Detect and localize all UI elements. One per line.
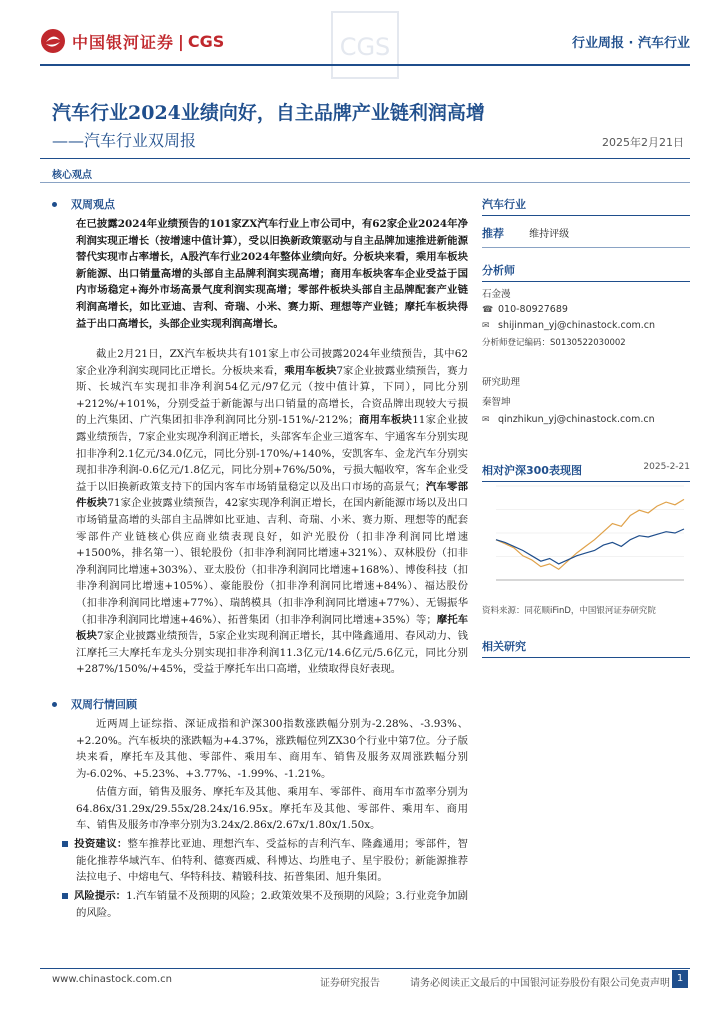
- risk-label: 风险提示：: [74, 890, 127, 902]
- rating-row: [482, 222, 690, 248]
- section-title: 双周行情回顾: [71, 698, 137, 711]
- detail-text: 7家企业披露业绩预告，5家企业实现利润正增长，其中隆鑫通用、春风动力、钱江摩托三大摩托车龙头分别实现扣非净利润11.3亿元/14.6亿元/5.6亿元，同比分别+287%/150%/+45%，受益于摩托车出口高增，业绩取得良好表现。: [76, 630, 469, 676]
- invest-paragraph: [60, 836, 468, 886]
- market-paragraph: 近两周上证综指、深证成指和沪深300指数涨跌幅分别为-2.28%、-3.93%、+2.20%。汽车板块的涨跌幅为+4.37%，涨跌幅位列ZX30个行业中第7位。分子版块来看，摩托车及其他、零部件、乘用车、商用车、销售及服务双周涨跌幅分别为-6.02%、+5.23%、+3.77%、-1.99%、-1.21%。: [76, 718, 468, 780]
- company-logo-icon: [40, 28, 66, 54]
- core-rule: [40, 182, 690, 183]
- footer-rule: [40, 968, 690, 969]
- svg-text:CGS: CGS: [339, 33, 391, 61]
- email-icon: ✉: [482, 321, 490, 331]
- analyst-phone-row: [482, 304, 690, 315]
- analyst-phone: 010-80927689: [498, 304, 568, 315]
- related-box: [482, 638, 690, 658]
- valuation-paragraph: 估值方面，销售及服务、摩托车及其他、乘用车、零部件、商用车市盈率分别为64.86x/31.29x/29.55x/28.24x/16.95x。摩托车及其他、零部件、乘用车、商用车、销售及服务市净率分别为3.24x/2.86x/2.67x/1.80x/1.50x。: [76, 786, 468, 832]
- page-number: 1: [672, 970, 688, 988]
- detail-bold: 乘用车板块: [284, 364, 337, 377]
- detail-bold: 汽车零部件板块: [76, 480, 469, 510]
- detail-paragraph: [76, 346, 468, 678]
- page-subtitle: ——汽车行业双周报: [52, 131, 197, 150]
- related-head: 相关研究: [482, 638, 690, 658]
- email-icon: ✉: [482, 415, 490, 425]
- summary-paragraph: 在已披露2024年业绩预告的101家ZX汽车行业上市公司中，有62家企业2024年净利润实现正增长（按增速中值计算），受以旧换新政策驱动与自主品牌加速推进新能源替代实现市占率增长，A股汽车行业2024年整体业绩向好。分板块来看，乘用车板块新能源、出口销量高增的头部自主品牌利润实现高增；商用车板块客车企业受益于国内市场稳定+海外市场高景气度利润实现高增；零部件板块头部自主品牌配套产业链利润高增长，如比亚迪、吉利、奇瑞、小米、赛力斯、理想等产业链；摩托车板块得益于出口高增长，头部企业实现利润高增长。: [76, 218, 468, 330]
- invest-text: 整车推荐比亚迪、理想汽车、受益标的吉利汽车、隆鑫通用；零部件，智能化推荐华域汽车、伯特利、德赛西威、科博达、均胜电子、星宇股份；新能源推荐法拉电子、中熔电气、华特科技、精锻科技、拓普集团、旭升集团。: [76, 838, 469, 884]
- chart-title: 相对沪深300表现图: [482, 464, 582, 477]
- assistant-email[interactable]: qinzhikun_yj@chinastock.com.cn: [498, 414, 655, 425]
- chart-series-line-1: [496, 529, 684, 564]
- analyst-cert-row: [482, 336, 690, 348]
- analyst-email-row: [482, 320, 690, 331]
- rating-label: 推荐: [482, 227, 504, 240]
- bullet-icon: [52, 202, 57, 207]
- detail-text: 7家企业披露业绩预告，赛力斯、长城汽车实现扣非净利润54亿元/97亿元（按中值计算，下同），同比分别+212%/+101%，分别受益于新能源与出口销量的高增长，合资品牌出现较大亏损的上汽集团、广汽集团扣非净利润同比分别-151%/-212%；: [76, 364, 468, 427]
- detail-text: 截止2月21日，ZX汽车板块共有101家上市公司披露2024年业绩预告，其中62家企业净利润实现同比正增长。分板块来看，: [76, 348, 468, 377]
- detail-bold: 摩托车板块: [76, 613, 469, 643]
- chart-date: 2025-2-21: [643, 462, 690, 472]
- detail-bold: 商用车板块: [358, 414, 413, 427]
- footer-url[interactable]: www.chinastock.com.cn: [52, 974, 172, 985]
- logo-cgs: CGS: [187, 31, 225, 51]
- analyst-box: [482, 262, 690, 282]
- logo-separator: |: [178, 31, 184, 51]
- page-title: 汽车行业2024业绩向好，自主品牌产业链利润高增: [52, 102, 485, 124]
- assistant-label: 研究助理: [482, 377, 521, 388]
- section-market-review: [52, 696, 137, 712]
- assistant-name: 秦智坤: [482, 397, 511, 408]
- analyst-email[interactable]: shijinman_yj@chinastock.com.cn: [498, 320, 656, 331]
- cert-number: S0130522030002: [550, 338, 626, 348]
- invest-label: 投资建议：: [74, 838, 128, 850]
- assistant-email-row: [482, 414, 690, 425]
- analyst-head: 分析师: [482, 262, 690, 282]
- square-bullet-icon: [62, 841, 68, 847]
- industry-box: [482, 196, 690, 216]
- risk-text: 1.汽车销量不及预期的风险；2.政策效果不及预期的风险；3.行业竞争加剧的风险。: [76, 890, 469, 919]
- logo-text: 中国银河证券: [72, 32, 175, 52]
- footer-report-label: 证券研究报告: [320, 978, 380, 989]
- industry-label: 汽车行业: [482, 196, 690, 216]
- report-date: 2025年2月21日: [602, 136, 684, 149]
- title-rule: [40, 158, 690, 159]
- chart-source: 资料来源：同花顺iFinD，中国银河证券研究院: [482, 606, 656, 616]
- footer-disclaimer: 请务必阅读正文最后的中国银河证券股份有限公司免责声明: [410, 978, 670, 989]
- analyst-name: 石金漫: [482, 289, 511, 300]
- section-biweekly-view: [52, 196, 115, 212]
- section-title: 双周观点: [71, 198, 115, 211]
- watermark-icon: [330, 10, 400, 80]
- logo: [40, 28, 224, 54]
- report-type: 行业周报 · 汽车行业: [572, 36, 690, 51]
- square-bullet-icon: [62, 893, 68, 899]
- header-rule: [40, 64, 690, 66]
- detail-text: 71家企业披露业绩预告，42家实现净利润正增长，在国内新能源市场以及出口市场销量高增的头部自主品牌如比亚迪、吉利、奇瑞、小米、赛力斯、理想等的配套零部件产业链核心供应商业绩表现良好，如沪光股份（扣非净利润同比增速+1500%，排名第一）、银轮股份（扣非净利润同比增速+321%）、双林股份（扣非净利润同比增速+303%）、亚太股份（扣非净利润同比增速+168%）、博俊科技（扣非净利润同比增速+105%）、豪能股份（扣非净利润同比增速+84%）、福达股份（扣非净利润同比增速+77%）、瑞鹄模具（扣非净利润同比增速+77%）、无锡振华（扣非净利润同比增速+46%）、拓普集团（扣非净利润同比增速+35%）等；: [76, 497, 468, 626]
- relative-performance-chart: [482, 478, 690, 602]
- cert-label: 分析师登记编码：: [482, 338, 551, 348]
- risk-paragraph: [60, 888, 468, 921]
- rating-value: 维持评级: [529, 229, 570, 240]
- bullet-icon: [52, 702, 57, 707]
- core-label: 核心观点: [52, 170, 92, 181]
- detail-text: 11家企业披露业绩预告，7家企业实现净利润正增长，头部客车企业三道客车、宇通客车分别实现扣非净利2.1亿元/34.0亿元，同比分别-170%/+140%，安凯客车、金龙汽车分别实现扣非净利润-0.6亿元/1.8亿元，同比分别+76%/50%，亏损大幅收窄，客车企业受益于以旧换新政策支持下的国内客车市场销量稳定以及出口市场的高景气；: [76, 414, 469, 493]
- phone-icon: ☎: [482, 305, 494, 315]
